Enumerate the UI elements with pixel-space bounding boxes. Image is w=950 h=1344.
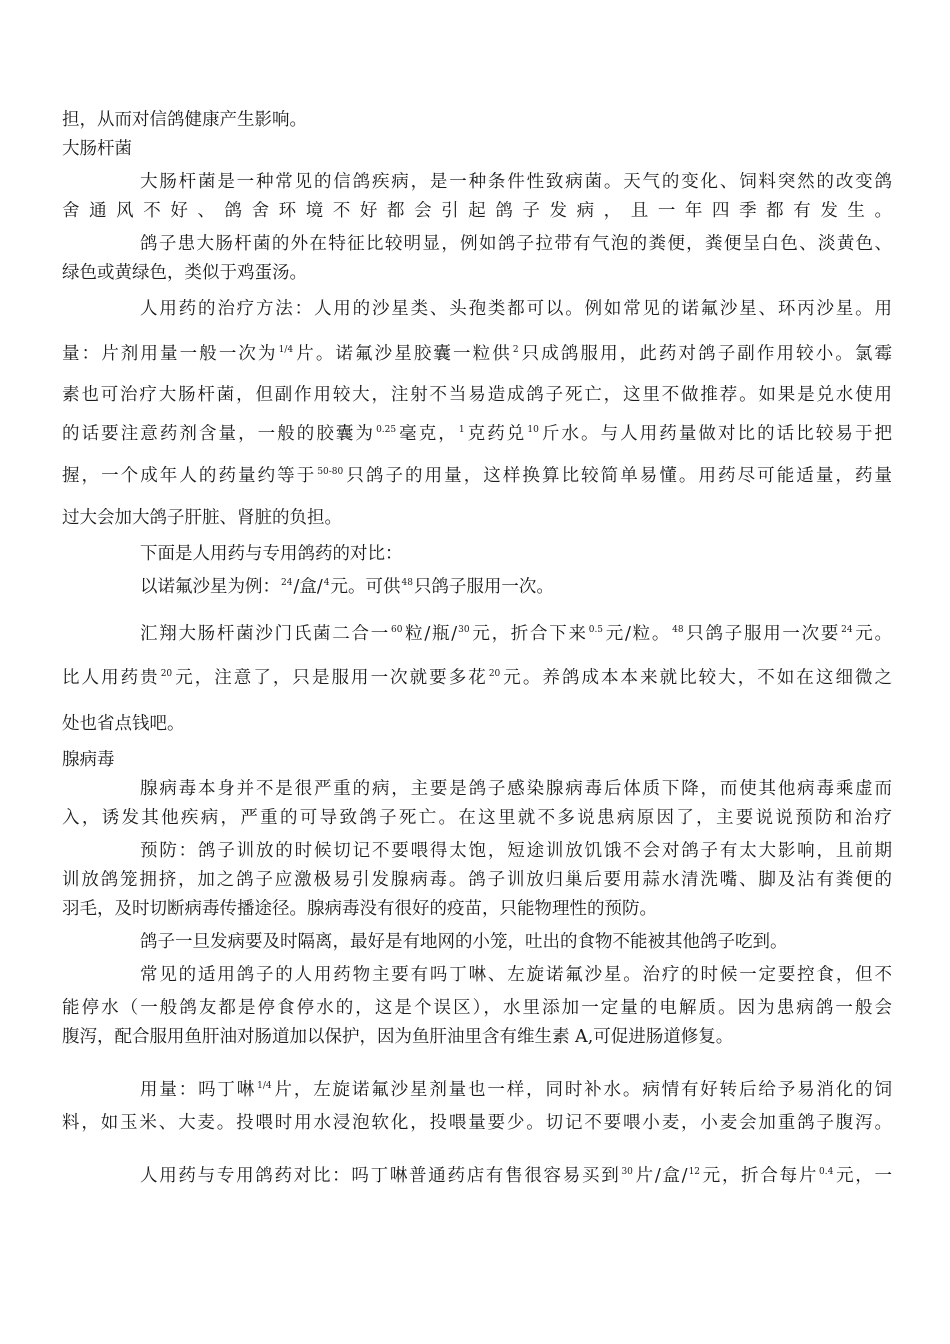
paragraph-line: 鸽子患大肠杆菌的外在特征比较明显，例如鸽子拉带有气泡的粪便，粪便呈白色、淡黄色、 — [140, 234, 892, 254]
paragraph-line: 腺病毒本身并不是很严重的病，主要是鸽子感染腺病毒后体质下降，而使其他病毒乘虚而 — [140, 779, 892, 799]
paragraph-line: 人用药的治疗方法：人用的沙星类、头孢类都可以。例如常见的诺氟沙星、环丙沙星。用 — [140, 299, 892, 319]
paragraph-line: 人用药与专用鸽药对比：吗丁啉普通药店有售很容易买到$^{30}$片/盒/$^{12}$元，折合每片$^{0.4}$元，一 — [140, 1166, 893, 1186]
paragraph-line: 量：片剂用量一般一次为$^{1/4}$片。诺氟沙星胶囊一粒供$^2$只成鸽服用，此药对鸽子副作用较小。氯霉 — [62, 344, 893, 364]
paragraph-line: 握，一个成年人的药量约等于$^{50-80}$只鸽子的用量，这样换算比较简单易懂。用药尽可能适量，药量 — [62, 466, 893, 486]
paragraph-line: 常见的适用鸽子的人用药物主要有吗丁啉、左旋诺氟沙星。治疗的时候一定要控食，但不 — [140, 965, 892, 985]
paragraph-line: 处也省点钱吧。 — [62, 714, 185, 734]
paragraph-line: 素也可治疗大肠杆菌，但副作用较大，注射不当易造成鸽子死亡，这里不做推荐。如果是兑水使用 — [62, 385, 892, 405]
paragraph-line: 担，从而对信鸽健康产生影响。 — [62, 110, 307, 130]
paragraph-line: 训放鸽笼拥挤，加之鸽子应激极易引发腺病毒。鸽子训放归巢后要用蒜水清洗嘴、脚及沾有粪便的 — [62, 870, 892, 890]
paragraph-line: 腹泻，配合服用鱼肝油对肠道加以保护，因为鱼肝油里含有维生素 A,可促进肠道修复。 — [62, 1027, 734, 1047]
paragraph-line: 鸽子一旦发病要及时隔离，最好是有地网的小笼，吐出的食物不能被其他鸽子吃到。 — [140, 932, 788, 952]
paragraph-line: 比人用药贵$^{20}$元，注意了，只是服用一次就要多花$^{20}$元。养鸽成本本来就比较大，不如在这细微之 — [62, 668, 893, 688]
paragraph-line: 用量：吗丁啉$^{1/4}$片，左旋诺氟沙星剂量也一样，同时补水。病情有好转后给予易消化的饲 — [140, 1080, 893, 1100]
paragraph-line: 绿色或黄绿色，类似于鸡蛋汤。 — [62, 263, 307, 283]
paragraph-line: 能停水（一般鸽友都是停食停水的，这是个误区），水里添加一定量的电解质。因为患病鸽一般会 — [62, 998, 892, 1018]
paragraph-line: 汇翔大肠杆菌沙门氏菌二合一$^{60}$粒/瓶/$^{30}$元，折合下来$^{0.5}$元/粒。$^{48}$只鸽子服用一次要$^{24}$元。 — [140, 624, 893, 644]
section-heading-e-coli: 大肠杆菌 — [62, 139, 132, 159]
paragraph-line: 入，诱发其他疾病，严重的可导致鸽子死亡。在这里就不多说患病原因了，主要说说预防和治疗 — [62, 808, 892, 828]
paragraph-line: 的话要注意药剂含量，一般的胶囊为$^{0.25}$毫克，$^1$克药兑$^{10}$斤水。与人用药量做对比的话比较易于把 — [62, 424, 893, 444]
paragraph-line: 过大会加大鸽子肝脏、肾脏的负担。 — [62, 508, 342, 528]
paragraph-line: 下面是人用药与专用鸽药的对比： — [140, 544, 403, 564]
paragraph-line: 大肠杆菌是一种常见的信鸽疾病，是一种条件性致病菌。天气的变化、饲料突然的改变鸽 — [140, 172, 892, 192]
paragraph-line: 舍通风不好、鸽舍环境不好都会引起鸽子发病，且一年四季都有发生。 — [62, 201, 892, 221]
paragraph-line: 预防：鸽子训放的时候切记不要喂得太饱，短途训放饥饿不会对鸽子有太大影响，且前期 — [140, 841, 892, 861]
document-page — [62, 0, 892, 1344]
paragraph-line: 羽毛，及时切断病毒传播途径。腺病毒没有很好的疫苗，只能物理性的预防。 — [62, 899, 657, 919]
paragraph-line: 以诺氟沙星为例：$^{24}$/盒/$^4$元。可供$^{48}$只鸽子服用一次。 — [140, 577, 554, 597]
paragraph-line: 料，如玉米、大麦。投喂时用水浸泡软化，投喂量要少。切记不要喂小麦，小麦会加重鸽子腹泻。 — [62, 1113, 892, 1133]
section-heading-adenovirus: 腺病毒 — [62, 750, 115, 770]
